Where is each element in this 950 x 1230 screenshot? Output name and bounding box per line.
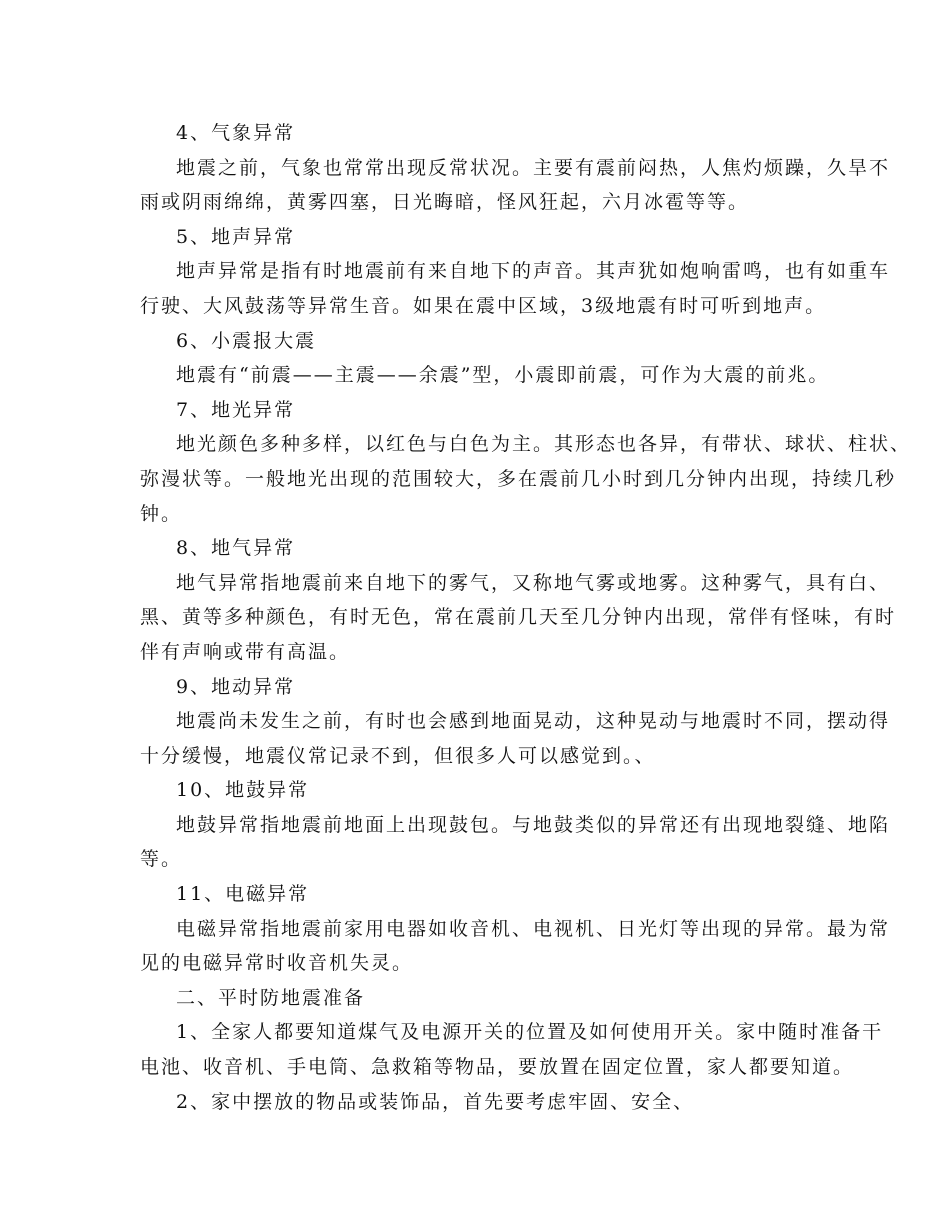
text-line: 行驶、大风鼓荡等异常生音。如果在震中区域，3级地震有时可听到地声。 <box>140 294 827 317</box>
text-line: 6、小震报大震 <box>176 329 317 352</box>
text-line: 二、平时防地震准备 <box>176 986 366 1009</box>
text-line: 电磁异常指地震前家用电器如收音机、电视机、日光灯等出现的异常。最为常 <box>176 917 891 940</box>
text-line: 等。 <box>140 848 183 871</box>
text-line: 黑、黄等多种颜色，有时无色，常在震前几天至几分钟内出现，常伴有怪味，有时 <box>140 606 897 629</box>
text-line: 地震之前，气象也常常出现反常状况。主要有震前闷热，人焦灼烦躁，久旱不 <box>176 156 891 179</box>
text-line: 地震尚未发生之前，有时也会感到地面晃动，这种晃动与地震时不同，摆动得 <box>176 710 891 733</box>
text-line: 11、电磁异常 <box>176 883 310 906</box>
text-line: 10、地鼓异常 <box>176 779 310 802</box>
text-line: 地鼓异常指地震前地面上出现鼓包。与地鼓类似的异常还有出现地裂缝、地陷 <box>176 813 891 836</box>
text-line: 7、地光异常 <box>176 398 296 421</box>
text-line: 见的电磁异常时收音机失灵。 <box>140 952 414 975</box>
text-line: 4、气象异常 <box>176 122 296 144</box>
text-line: 地气异常指地震前来自地下的雾气，又称地气雾或地雾。这种雾气，具有白、 <box>176 571 891 594</box>
text-line: 钟。 <box>140 502 183 525</box>
text-line: 雨或阴雨绵绵，黄雾四塞，日光晦暗，怪风狂起，六月冰雹等等。 <box>140 191 750 214</box>
text-line: 8、地气异常 <box>176 537 296 560</box>
text-line: 1、全家人都要知道煤气及电源开关的位置及如何使用开关。家中随时准备干 <box>176 1021 884 1044</box>
text-line: 电池、收音机、手电筒、急救箱等物品，要放置在固定位置，家人都要知道。 <box>140 1056 855 1079</box>
text-line: 地声异常是指有时地震前有来自地下的声音。其声犹如炮响雷鸣，也有如重车 <box>176 260 891 283</box>
text-line: 地震有“前震——主震——余震”型，小震即前震，可作为大震的前兆。 <box>176 364 830 387</box>
text-line: 弥漫状等。一般地光出现的范围较大，多在震前几小时到几分钟内出现，持续几秒 <box>140 467 897 490</box>
text-line: 2、家中摆放的物品或装饰品，首先要考虑牢固、安全、 <box>176 1090 695 1113</box>
document-page <box>140 116 912 1119</box>
text-line: 伴有声响或带有高温。 <box>140 640 351 663</box>
text-line: 5、地声异常 <box>176 225 296 248</box>
text-line: 9、地动异常 <box>176 675 296 698</box>
text-line: 十分缓慢，地震仪常记录不到，但很多人可以感觉到。、 <box>140 744 656 767</box>
text-line: 地光颜色多种多样，以红色与白色为主。其形态也各异，有带状、球状、柱状、 <box>176 433 912 456</box>
